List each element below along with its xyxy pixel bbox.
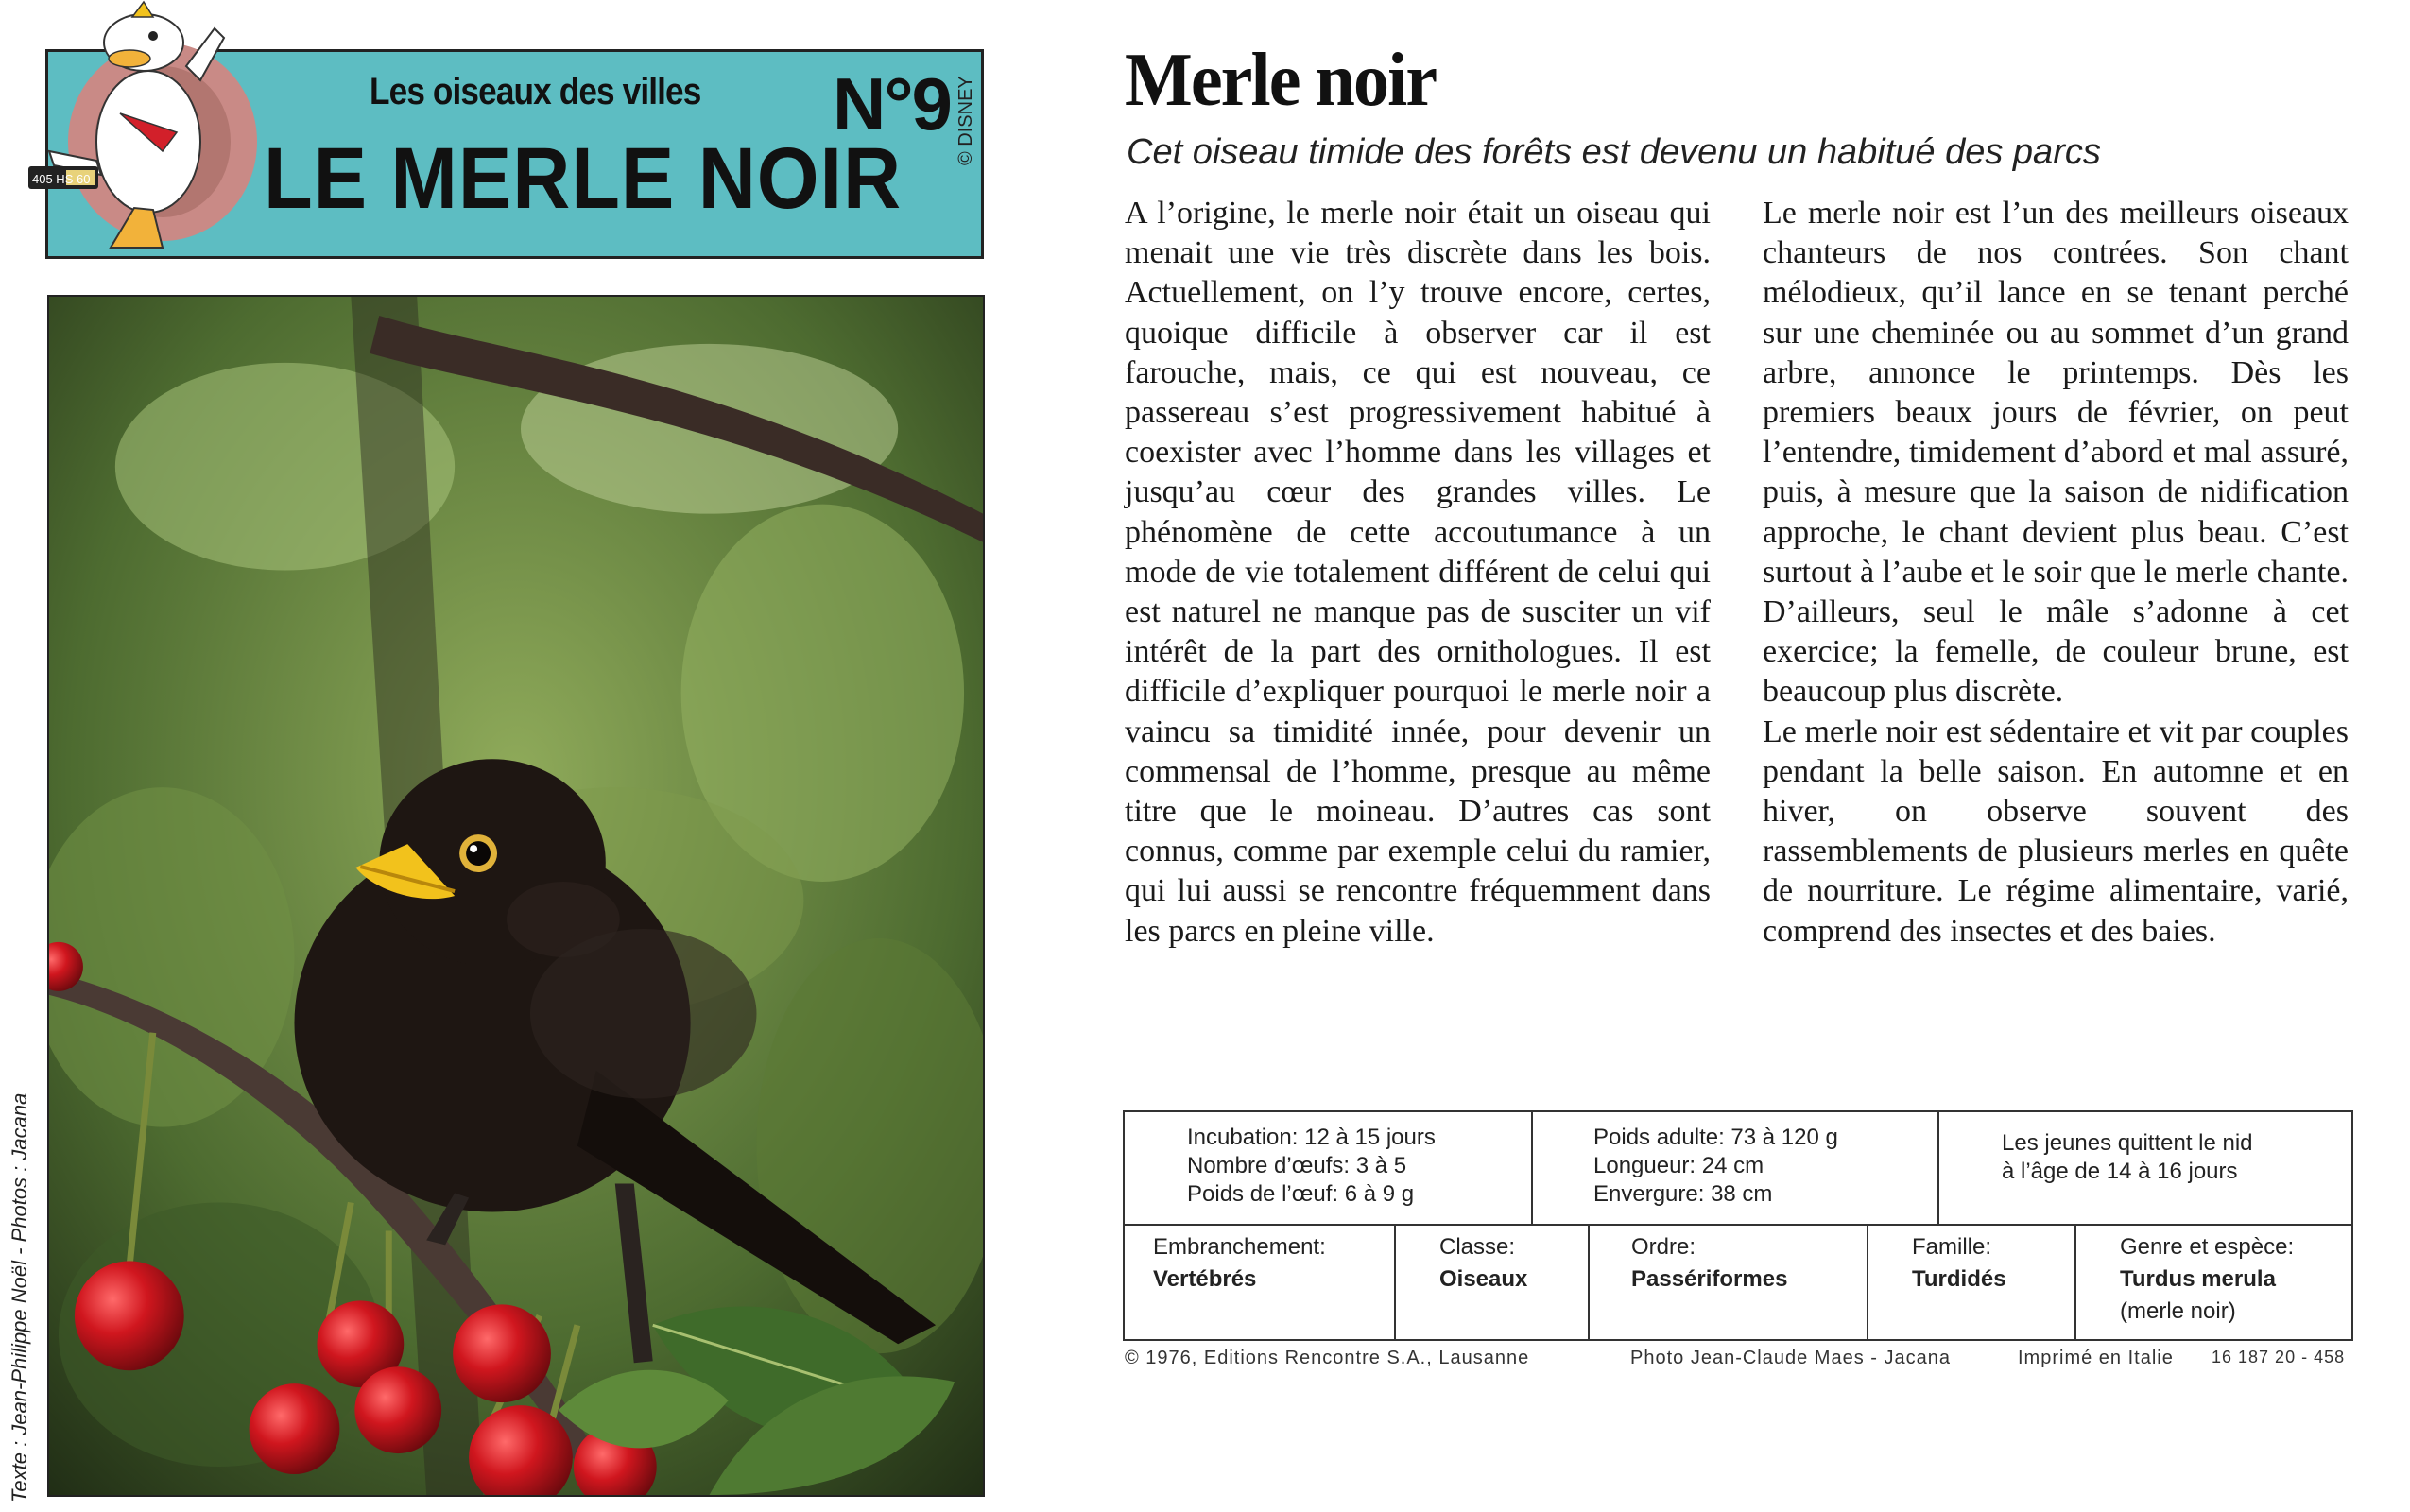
- mascot-tag: 405 HS 60: [32, 172, 91, 186]
- blackbird-photo: [47, 295, 985, 1497]
- egg-weight-value: Poids de l’œuf: 6 à 9 g: [1187, 1181, 1415, 1207]
- left-card: [0, 0, 1021, 1512]
- body-column-right: [1763, 194, 2349, 952]
- phylum-label: Embranchement:: [1153, 1234, 1326, 1260]
- fledging-cell: [1937, 1112, 2351, 1224]
- wingspan-value: Envergure: 38 cm: [1593, 1181, 1773, 1207]
- body-paragraph: Le merle noir est sédentaire et vit par couples pendant la belle saison. En automne et en hiver, on observe souvent des rassemblements de plusieurs merles en quête de nourriture. Le régime alimentaire, varié, comprend des insectes et des baies.: [1763, 713, 2349, 949]
- body-paragraph: Le merle noir est l’un des meilleurs oiseaux chanteurs de nos contrées. Son chant mélodieux, qu’il lance en se tenant perché sur une cheminée ou au sommet d’un grand arbre, annonce le printemps. Dès les premiers beaux jours de février, on peut l’entendre, timidement d’abord et mal assuré, puis, à mesure que la saison de nidification approche, le chant devient plus beau. C’est surtout à l’aube et le soir que le merle chante. D’ailleurs, seul le mâle s’adonne à cet exercice; la femelle, de couleur brune, est beaucoup plus discrète.: [1763, 196, 2349, 710]
- species-cell: [2074, 1224, 2351, 1339]
- reproduction-cell: [1125, 1112, 1531, 1224]
- series-title: Les oiseaux des villes: [370, 71, 701, 112]
- measurements-cell: [1531, 1112, 1937, 1224]
- order-value: Passériformes: [1631, 1266, 1788, 1292]
- card-title: LE MERLE NOIR: [264, 130, 902, 227]
- incubation-value: Incubation: 12 à 15 jours: [1187, 1125, 1436, 1150]
- order-cell: [1588, 1224, 1867, 1339]
- class-label: Classe:: [1439, 1234, 1516, 1260]
- right-card: [1096, 0, 2410, 1512]
- phylum-value: Vertébrés: [1153, 1266, 1257, 1292]
- family-cell: [1867, 1224, 2074, 1339]
- order-label: Ordre:: [1631, 1234, 1696, 1260]
- length-value: Longueur: 24 cm: [1593, 1153, 1764, 1178]
- footer-copyright: © 1976, Editions Rencontre S.A., Lausanne: [1125, 1348, 1530, 1368]
- family-value: Turdidés: [1912, 1266, 2006, 1292]
- family-label: Famille:: [1912, 1234, 1992, 1260]
- class-value: Oiseaux: [1439, 1266, 1528, 1292]
- card-number: N°9: [833, 62, 951, 146]
- adult-weight-value: Poids adulte: 73 à 120 g: [1593, 1125, 1838, 1150]
- species-label: Genre et espèce:: [2120, 1234, 2295, 1260]
- facts-row-biology: [1125, 1112, 2351, 1226]
- class-cell: [1394, 1224, 1588, 1339]
- subtitle: Cet oiseau timide des forêts est devenu un habitué des parcs: [1127, 132, 2101, 172]
- side-credit: Texte : Jean-Philippe Noël - Photos : Jacana: [8, 1092, 31, 1503]
- footer-printed: Imprimé en Italie: [2018, 1348, 2174, 1368]
- footer-photo-credit: Photo Jean-Claude Maes - Jacana: [1630, 1348, 1951, 1368]
- common-name: (merle noir): [2120, 1298, 2236, 1324]
- disney-copyright: © DISNEY: [955, 76, 976, 165]
- fledging-line: à l’âge de 14 à 16 jours: [2002, 1159, 2238, 1184]
- species-title: Merle noir: [1125, 39, 1437, 122]
- fledging-line: Les jeunes quittent le nid: [2002, 1130, 2253, 1156]
- species-value: Turdus merula: [2120, 1266, 2276, 1292]
- facts-table: [1123, 1110, 2353, 1341]
- eggs-count-value: Nombre d’œufs: 3 à 5: [1187, 1153, 1407, 1178]
- body-column-left: [1125, 194, 1711, 952]
- body-paragraph: A l’origine, le merle noir était un oiseau qui menait une vie très discrète dans les bois. Actuellement, on l’y trouve encore, certes, quoique difficile à observer car il est farouche, mais, ce qui est nouveau, ce passereau s’est progressivement habitué à coexister avec l’homme dans les villages et jusqu’au cœur des grandes villes. Le phénomène de cette accoutumance à un mode de vie totalement différent de celui qui est naturel ne manque pas de susciter un vif intérêt de la part des ornithologues. Il est difficile d’expliquer pourquoi le merle noir a vaincu sa timidité innée, pour devenir un commensal de l’homme, presque au même titre que le moineau. D’autres cas sont connus, comme par exemple celui du ramier, qui lui aussi se rencontre fréquemment dans les parcs en pleine ville.: [1125, 196, 1711, 949]
- facts-row-taxonomy: [1125, 1224, 2351, 1339]
- footer-code: 16 187 20 - 458: [2212, 1348, 2346, 1366]
- duck-mascot-icon: [21, 0, 257, 255]
- phylum-cell: [1125, 1224, 1394, 1339]
